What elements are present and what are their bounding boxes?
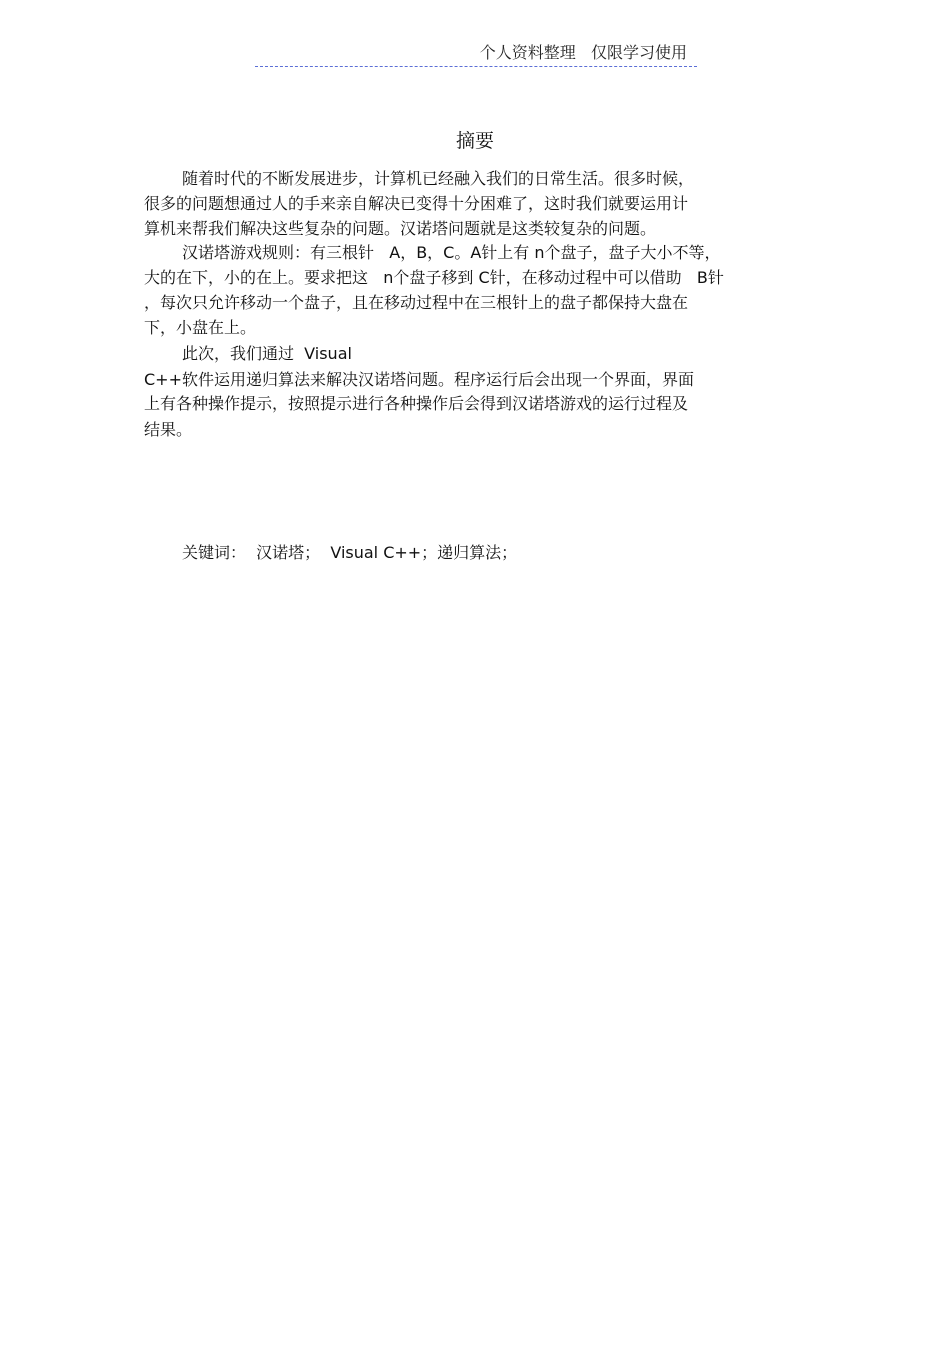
abstract-line: 上有各种操作提示，按照提示进行各种操作后会得到汉诺塔游戏的运行过程及: [144, 394, 689, 413]
abstract-line: ，每次只允许移动一个盘子，且在移动过程中在三根针上的盘子都保持大盘在: [144, 293, 689, 312]
header-text: 个人资料整理 仅限学习使用: [479, 43, 687, 62]
page-header: [255, 42, 697, 67]
abstract-line: 很多的问题想通过人的手来亲自解决已变得十分困难了，这时我们就要运用计: [144, 194, 689, 213]
abstract-line: 算机来帮我们解决这些复杂的问题。汉诺塔问题就是这类较复杂的问题。: [144, 219, 657, 238]
abstract-line: 汉诺塔游戏规则：有三根针 A，B，C。A针上有 n个盘子，盘子大小不等，: [182, 243, 721, 262]
abstract-line: 大的在下，小的在上。要求把这 n个盘子移到 C针，在移动过程中可以借助 B针: [144, 268, 724, 287]
abstract-line: 此次，我们通过 Visual: [182, 344, 352, 363]
keywords-line: 关键词： 汉诺塔； Visual C++；递归算法；: [182, 543, 518, 562]
abstract-line: 结果。: [144, 420, 193, 439]
abstract-line: C++软件运用递归算法来解决汉诺塔问题。程序运行后会出现一个界面，界面: [144, 370, 694, 389]
abstract-line: 下，小盘在上。: [144, 318, 257, 337]
abstract-title: 摘要: [455, 130, 494, 152]
abstract-line: 随着时代的不断发展进步，计算机已经融入我们的日常生活。很多时候，: [182, 169, 695, 188]
